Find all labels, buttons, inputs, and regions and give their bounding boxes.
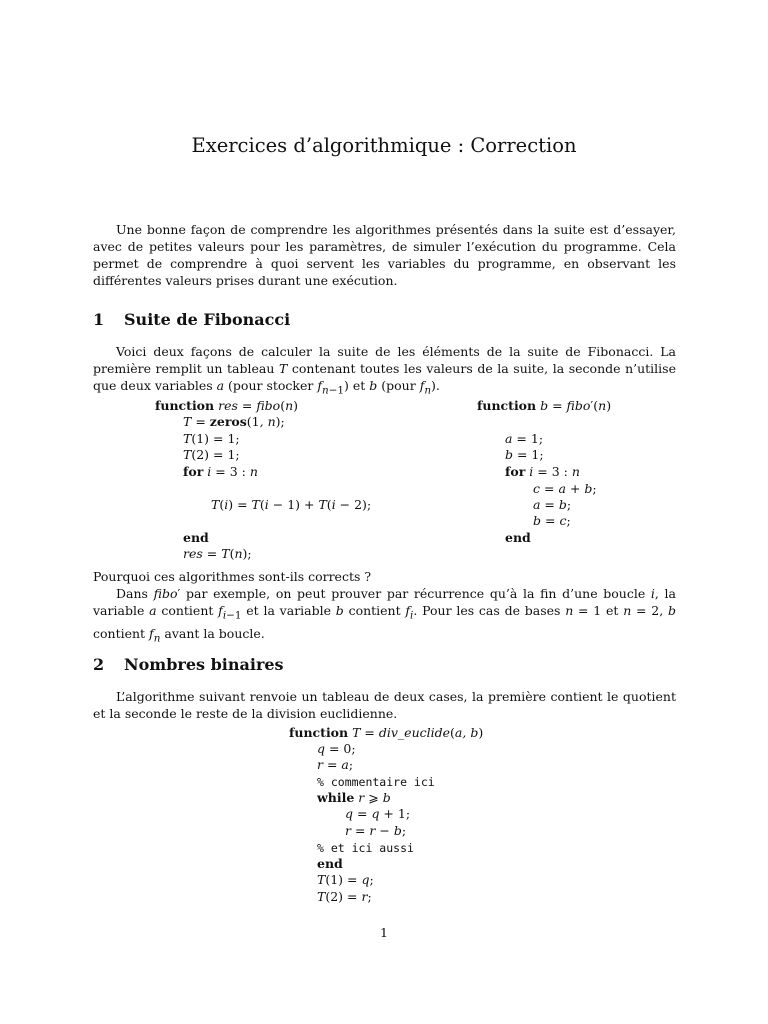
fibo-prime-line: for i = 3 : n [505,464,580,479]
div-euclide-line: q = q + 1; [345,806,411,821]
div-euclide-line: r = r − b; [345,823,407,838]
section-heading-fibonacci: 1 Suite de Fibonacci [93,310,291,329]
binaire-intro-paragraph: L’algorithme suivant renvoie un tableau de deux cases, la première contient le quotient et la seconde le reste de la division euclidienne. [93,689,676,721]
fibo-prime-line: end [505,530,531,545]
div-euclide-signature: function T = div_euclide(a, b) [289,725,484,740]
fibo-line: for i = 3 : n [183,464,258,479]
div-euclide-comment: % commentaire ici [317,775,435,789]
fibo-line: T(1) = 1; [183,431,240,446]
section-heading-binaires: 2 Nombres binaires [93,655,284,674]
div-euclide-line: r = a; [317,757,354,772]
fibo-line: res = T(n); [183,546,252,561]
fibonacci-proof-paragraph: Pourquoi ces algorithmes sont-ils corrects ? Dans fibo′ par exemple, on peut prouver par récurrence qu’à la fin d’une boucle i, la variable a contient $f_{i-1}$ et la variable b contient $f_i$. Pour les cas de bases n = 1 et n = 2, b contient $f_n$ avant la boucle. [93,569,676,644]
fibo-line: T(2) = 1; [183,447,240,462]
fibo-line: T = zeros(1, n); [183,414,285,429]
div-euclide-line: while r ⩾ b [317,790,391,805]
div-euclide-line: T(2) = r; [317,889,372,904]
fibo-signature: function res = fibo(n) [155,398,299,413]
div-euclide-line: q = 0; [317,741,356,756]
fibo-prime-line: c = a + b; [533,481,597,496]
div-euclide-line: T(1) = q; [317,872,374,887]
fibo-prime-line: a = 1; [505,431,544,446]
fibo-prime-line: b = 1; [505,447,544,462]
fibonacci-intro-paragraph: Voici deux façons de calculer la suite de les éléments de la suite de Fibonacci. La première remplit un tableau T contenant toutes les valeurs de la suite, la seconde n’utilise que deux variables a (pour stocker $f_{n-1}$) et b (pour $f_n$). [93,344,676,397]
intro-paragraph: Une bonne façon de comprendre les algorithmes présentés dans la suite est d’essayer, avec de petites valeurs pour les paramètres, de simuler l’exécution du programme. Cela permet de comprendre à quoi servent les variables du programme, en observant les différentes valeurs prises durant une exécution. [93,222,676,288]
fibo-prime-line: a = b; [533,497,572,512]
div-euclide-comment: % et ici aussi [317,841,414,855]
fibo-prime-signature: function b = fibo′(n) [477,398,612,413]
fibo-prime-line: b = c; [533,513,571,528]
div-euclide-line: end [317,856,343,871]
page-number: 1 [380,925,388,940]
fibo-line: T(i) = T(i − 1) + T(i − 2); [211,497,372,512]
fibo-line: end [183,530,209,545]
page-title: Exercices d’algorithmique : Correction [191,134,577,157]
